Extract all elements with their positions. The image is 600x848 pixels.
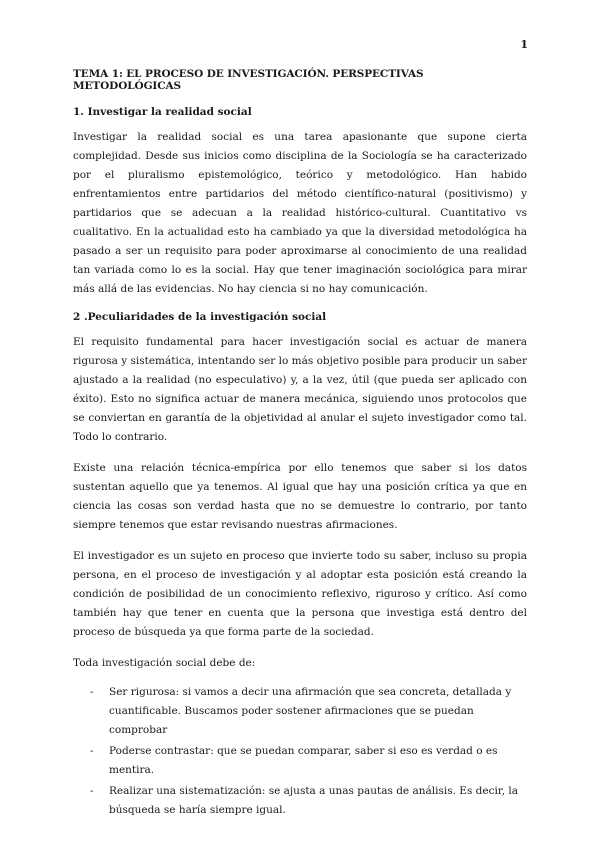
document-body: [73, 68, 527, 822]
list-item-text: Poderse contrastar: que se puedan comparar, saber si eso es verdad o es mentira.: [109, 745, 498, 776]
criteria-list: [73, 683, 527, 820]
list-item-text: Realizar una sistematización: se ajusta a unas pautas de análisis. Es decir, la búsqueda se haría siempre igual.: [109, 785, 519, 816]
dash-bullet: -: [90, 785, 94, 797]
page-number: 1: [520, 38, 528, 51]
document-title: TEMA 1: EL PROCESO DE INVESTIGACIÓN. PERSPECTIVAS METODOLÓGICAS: [73, 68, 424, 92]
section-2-paragraph-1: El requisito fundamental para hacer investigación social es actuar de manera rigurosa y sistemática, intentando ser lo más objetivo posible para producir un saber ajustado a la realidad (no especulativo) y, a la vez, útil (que pueda ser aplicado con éxito). Esto no significa actuar de manera mecánica, siguiendo unos protocolos que se conviertan en garantía de la objetividad al anular el sujeto investigador como tal. Todo lo contrario.: [73, 336, 527, 443]
section-1-paragraph: Investigar la realidad social es una tarea apasionante que supone cierta complejidad. Desde sus inicios como disciplina de la Sociología se ha caracterizado por el pluralismo epistemológico, teórico y metodológico. Han habido enfrentamientos entre partidarios del método científico-natural (positivismo) y partidarios que se adecuan a la realidad histórico-cultural. Cuantitativo vs cualitativo. En la actualidad esto ha cambiado ya que la diversidad metodológica ha pasado a ser un requisito para poder aproximarse al conocimiento de una realidad tan variada como lo es la social. Hay que tener imaginación sociológica para mirar más allá de las evidencias. No hay ciencia si no hay comunicación.: [73, 131, 527, 295]
list-item: [73, 683, 527, 740]
section-heading-2: 2 .Peculiaridades de la investigación social: [73, 311, 327, 323]
list-intro: Toda investigación social debe de:: [73, 657, 256, 669]
section-2-paragraph-3: El investigador es un sujeto en proceso que invierte todo su saber, incluso su propia persona, en el proceso de investigación y al adoptar esta posición está creando la condición de posibilidad de un conocimiento reflexivo, riguroso y crítico. Así como también hay que tener en cuenta que la persona que investiga está dentro del proceso de búsqueda ya que forma parte de la sociedad.: [73, 550, 527, 638]
dash-bullet: -: [90, 686, 94, 698]
section-2-paragraph-2: Existe una relación técnica-empírica por ello tenemos que saber si los datos sustentan aquello que ya tenemos. Al igual que hay una posición crítica ya que en ciencia las cosas son verdad hasta que no se demuestre lo contrario, por tanto siempre tenemos que estar revisando nuestras afirmaciones.: [73, 462, 527, 531]
list-item: [73, 782, 527, 820]
list-item-text: Ser rigurosa: si vamos a decir una afirmación que sea concreta, detallada y cuantificable. Buscamos poder sostener afirmaciones que se puedan comprobar: [109, 686, 512, 736]
dash-bullet: -: [90, 745, 94, 757]
list-item: [73, 742, 527, 780]
section-heading-1: 1. Investigar la realidad social: [73, 106, 252, 118]
